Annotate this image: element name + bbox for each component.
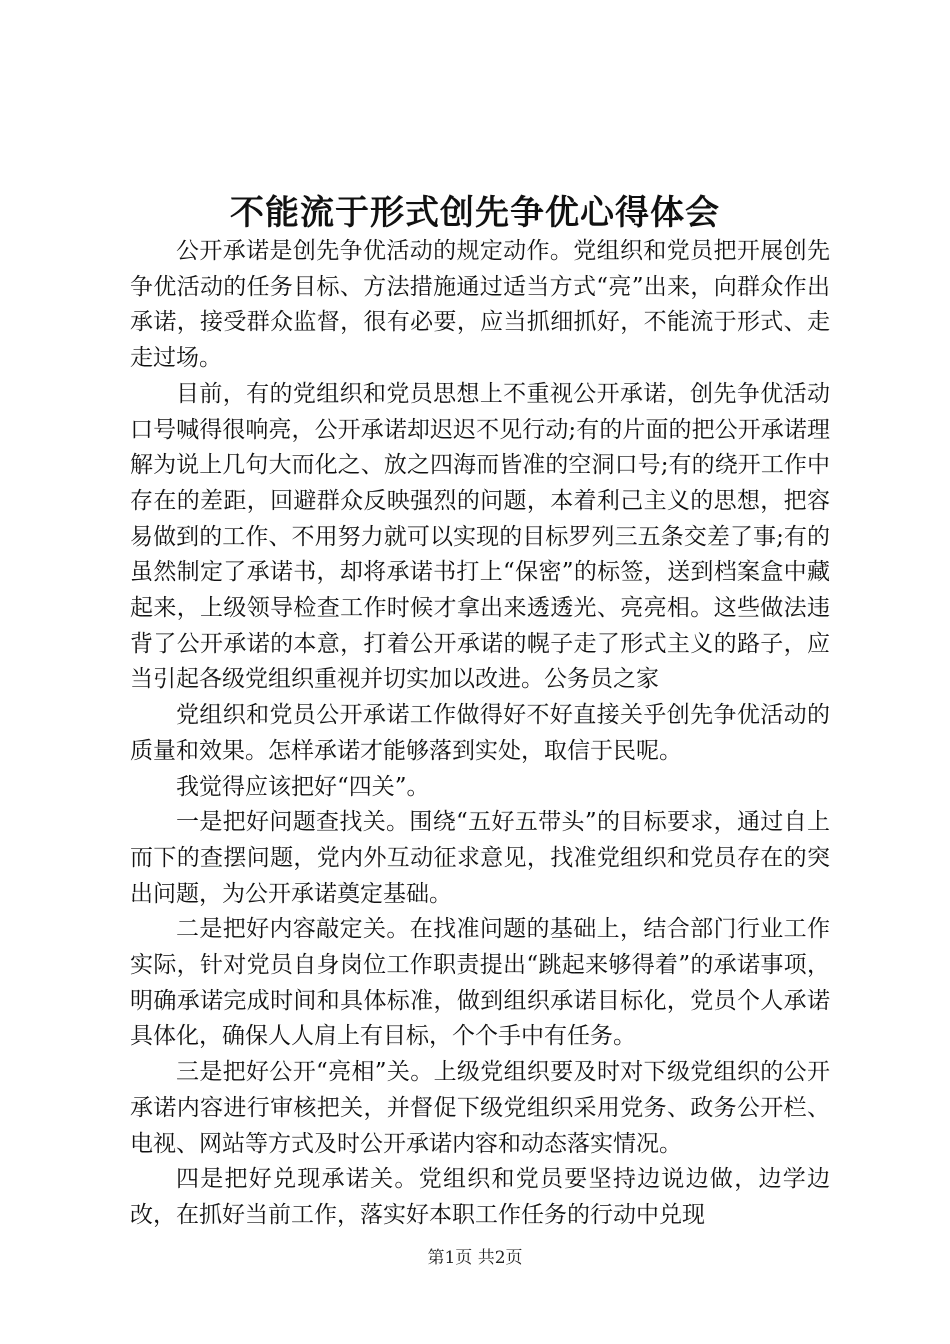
paragraph: 二是把好内容敲定关。在找准问题的基础上，结合部门行业工作实际，针对党员自身岗位工作职责提出“跳起来够得着”的承诺事项，明确承诺完成时间和具体标准，做到组织承诺目标化，党员个人承诺具体化，确保人人肩上有目标，个个手中有任务。 (130, 916, 830, 1050)
paragraph: 党组织和党员公开承诺工作做得好不好直接关乎创先争优活动的质量和效果。怎样承诺才能够落到实处，取信于民呢。 (130, 702, 830, 764)
paragraph: 一是把好问题查找关。围绕“五好五带头”的目标要求，通过自上而下的查摆问题，党内外互动征求意见，找准党组织和党员存在的突出问题，为公开承诺奠定基础。 (130, 809, 830, 907)
paragraph: 目前，有的党组织和党员思想上不重视公开承诺，创先争优活动口号喊得很响亮，公开承诺却迟迟不见行动;有的片面的把公开承诺理解为说上几句大而化之、放之四海而皆准的空洞口号;有的绕开工作中存在的差距，回避群众反映强烈的问题，本着利己主义的思想，把容易做到的工作、不用努力就可以实现的目标罗列三五条交差了事;有的虽然制定了承诺书，却将承诺书打上“保密”的标签，送到档案盒中藏起来，上级领导检查工作时候才拿出来透透光、亮亮相。这些做法违背了公开承诺的本意，打着公开承诺的幌子走了形式主义的路子，应当引起各级党组织重视并切实加以改进。公务员之家 (130, 380, 830, 693)
paragraph: 三是把好公开“亮相”关。上级党组织要及时对下级党组织的公开承诺内容进行审核把关，并督促下级党组织采用党务、政务公开栏、电视、网站等方式及时公开承诺内容和动态落实情况。 (130, 1059, 830, 1157)
document-body (130, 234, 830, 1234)
page-footer: 第1页 共2页 (427, 1248, 523, 1268)
document-title: 不能流于形式创先争优心得体会 (230, 193, 720, 233)
paragraph: 公开承诺是创先争优活动的规定动作。党组织和党员把开展创先争优活动的任务目标、方法措施通过适当方式“亮”出来，向群众作出承诺，接受群众监督，很有必要，应当抓细抓好，不能流于形式、走走过场。 (130, 238, 830, 372)
paragraph: 我觉得应该把好“四关”。 (176, 773, 430, 800)
paragraph: 四是把好兑现承诺关。党组织和党员要坚持边说边做，边学边改，在抓好当前工作，落实好本职工作任务的行动中兑现 (130, 1166, 830, 1228)
